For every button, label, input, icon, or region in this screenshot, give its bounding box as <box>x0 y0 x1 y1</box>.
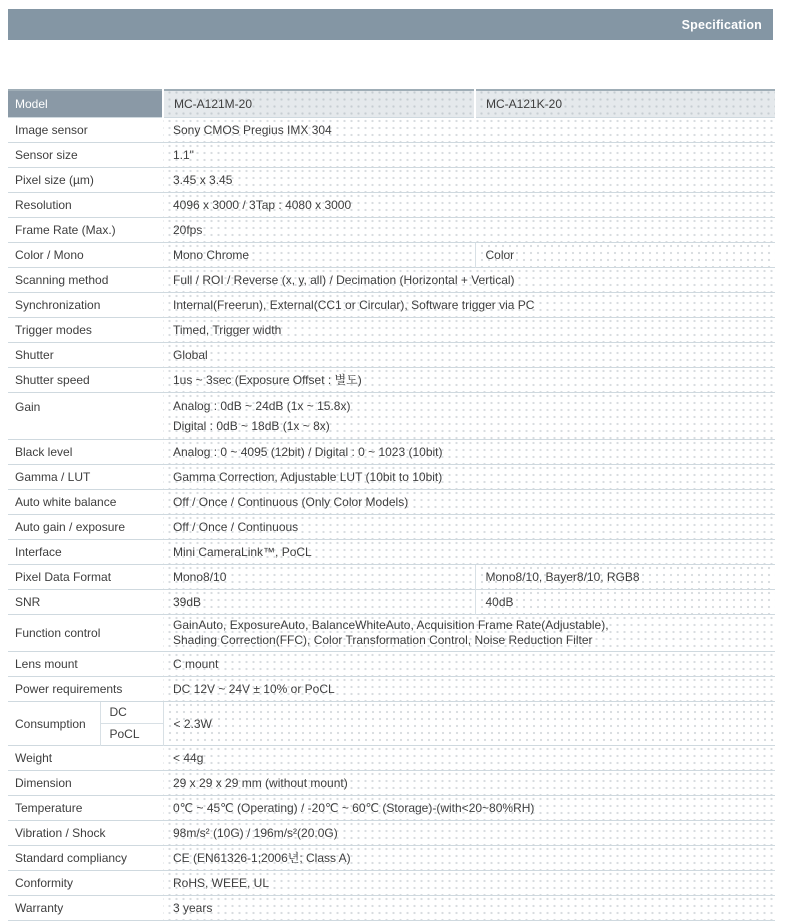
section-title: Specification <box>681 17 762 32</box>
row-value-col2: 40dB <box>475 590 775 615</box>
row-value-col2: Color <box>475 243 775 268</box>
row-value-multiline <box>163 615 775 652</box>
row-label: Auto gain / exposure <box>8 515 163 540</box>
row-label: Consumption <box>8 702 100 746</box>
value-line: GainAuto, ExposureAuto, BalanceWhiteAuto, Acquisition Frame Rate(Adjustable), <box>173 618 609 632</box>
header-model-2: MC-A121K-20 <box>475 90 775 118</box>
row-value: C mount <box>163 652 775 677</box>
table-row <box>8 293 775 318</box>
row-value: Off / Once / Continuous (Only Color Models) <box>163 490 775 515</box>
row-value: 3.45 x 3.45 <box>163 168 775 193</box>
row-label: Gamma / LUT <box>8 465 163 490</box>
table-row <box>8 771 775 796</box>
table-row <box>8 796 775 821</box>
spec-table-body <box>8 118 775 921</box>
row-label: Lens mount <box>8 652 163 677</box>
row-value: RoHS, WEEE, UL <box>163 871 775 896</box>
row-value: 1us ~ 3sec (Exposure Offset : 별도) <box>163 368 775 393</box>
row-value: < 2.3W <box>163 702 775 746</box>
table-row <box>8 168 775 193</box>
row-value: 3 years <box>163 896 775 921</box>
row-value: DC 12V ~ 24V ± 10% or PoCL <box>163 677 775 702</box>
row-label: Synchronization <box>8 293 163 318</box>
row-label: SNR <box>8 590 163 615</box>
table-row <box>8 318 775 343</box>
row-label: Resolution <box>8 193 163 218</box>
row-label: Frame Rate (Max.) <box>8 218 163 243</box>
row-label: Interface <box>8 540 163 565</box>
row-sublabel: DC <box>100 702 163 724</box>
row-label: Function control <box>8 615 163 652</box>
row-label: Image sensor <box>8 118 163 143</box>
table-row <box>8 490 775 515</box>
row-value: Global <box>163 343 775 368</box>
row-value: Internal(Freerun), External(CC1 or Circular), Software trigger via PC <box>163 293 775 318</box>
table-row <box>8 702 775 724</box>
table-row <box>8 193 775 218</box>
row-label: Color / Mono <box>8 243 163 268</box>
table-row <box>8 368 775 393</box>
table-row <box>8 540 775 565</box>
row-value-col1: 39dB <box>163 590 475 615</box>
row-value-col1: Mono8/10 <box>163 565 475 590</box>
row-value: Off / Once / Continuous <box>163 515 775 540</box>
table-row <box>8 896 775 921</box>
row-label: Auto white balance <box>8 490 163 515</box>
row-label: Gain <box>8 393 163 440</box>
table-row <box>8 118 775 143</box>
header-label-model: Model <box>8 90 163 118</box>
row-value-col1: Mono Chrome <box>163 243 475 268</box>
row-value: Timed, Trigger width <box>163 318 775 343</box>
row-value: 98m/s² (10G) / 196m/s²(20.0G) <box>163 821 775 846</box>
header-model-1: MC-A121M-20 <box>163 90 475 118</box>
row-value-multiline <box>163 393 775 440</box>
row-label: Power requirements <box>8 677 163 702</box>
row-value: 20fps <box>163 218 775 243</box>
row-value: CE (EN61326-1;2006년; Class A) <box>163 846 775 871</box>
table-row <box>8 615 775 652</box>
table-row <box>8 218 775 243</box>
row-value: Analog : 0 ~ 4095 (12bit) / Digital : 0 ~ 1023 (10bit) <box>163 440 775 465</box>
row-label: Shutter <box>8 343 163 368</box>
row-value: Sony CMOS Pregius IMX 304 <box>163 118 775 143</box>
table-row <box>8 565 775 590</box>
row-label: Pixel size (µm) <box>8 168 163 193</box>
row-value-col2: Mono8/10, Bayer8/10, RGB8 <box>475 565 775 590</box>
table-row <box>8 268 775 293</box>
row-sublabel: PoCL <box>100 724 163 746</box>
table-row <box>8 440 775 465</box>
row-label: Weight <box>8 746 163 771</box>
table-row <box>8 243 775 268</box>
value-line: Digital : 0dB ~ 18dB (1x ~ 8x) <box>173 419 330 433</box>
row-label: Trigger modes <box>8 318 163 343</box>
spec-table-container <box>8 89 775 921</box>
value-line: Shading Correction(FFC), Color Transformation Control, Noise Reduction Filter <box>173 633 593 647</box>
table-row <box>8 652 775 677</box>
table-row <box>8 465 775 490</box>
table-row <box>8 677 775 702</box>
table-row <box>8 143 775 168</box>
row-value: 29 x 29 x 29 mm (without mount) <box>163 771 775 796</box>
table-row <box>8 590 775 615</box>
table-row <box>8 343 775 368</box>
table-row <box>8 821 775 846</box>
table-row <box>8 846 775 871</box>
row-label: Shutter speed <box>8 368 163 393</box>
row-value: Gamma Correction, Adjustable LUT (10bit to 10bit) <box>163 465 775 490</box>
row-label: Temperature <box>8 796 163 821</box>
table-header-row <box>8 90 775 118</box>
row-label: Warranty <box>8 896 163 921</box>
row-value: < 44g <box>163 746 775 771</box>
spec-table <box>8 89 775 921</box>
table-row <box>8 515 775 540</box>
row-label: Conformity <box>8 871 163 896</box>
row-label: Vibration / Shock <box>8 821 163 846</box>
table-row <box>8 746 775 771</box>
table-row <box>8 393 775 440</box>
value-line: Analog : 0dB ~ 24dB (1x ~ 15.8x) <box>173 399 351 413</box>
row-label: Standard compliancy <box>8 846 163 871</box>
row-value: 1.1" <box>163 143 775 168</box>
row-value: 4096 x 3000 / 3Tap : 4080 x 3000 <box>163 193 775 218</box>
row-label: Black level <box>8 440 163 465</box>
row-label: Pixel Data Format <box>8 565 163 590</box>
row-label: Scanning method <box>8 268 163 293</box>
row-label: Sensor size <box>8 143 163 168</box>
row-value: 0℃ ~ 45℃ (Operating) / -20℃ ~ 60℃ (Storage)-(with<20~80%RH) <box>163 796 775 821</box>
section-header-bar <box>8 9 773 40</box>
row-label: Dimension <box>8 771 163 796</box>
row-value: Full / ROI / Reverse (x, y, all) / Decimation (Horizontal + Vertical) <box>163 268 775 293</box>
table-row <box>8 871 775 896</box>
row-value: Mini CameraLink™, PoCL <box>163 540 775 565</box>
